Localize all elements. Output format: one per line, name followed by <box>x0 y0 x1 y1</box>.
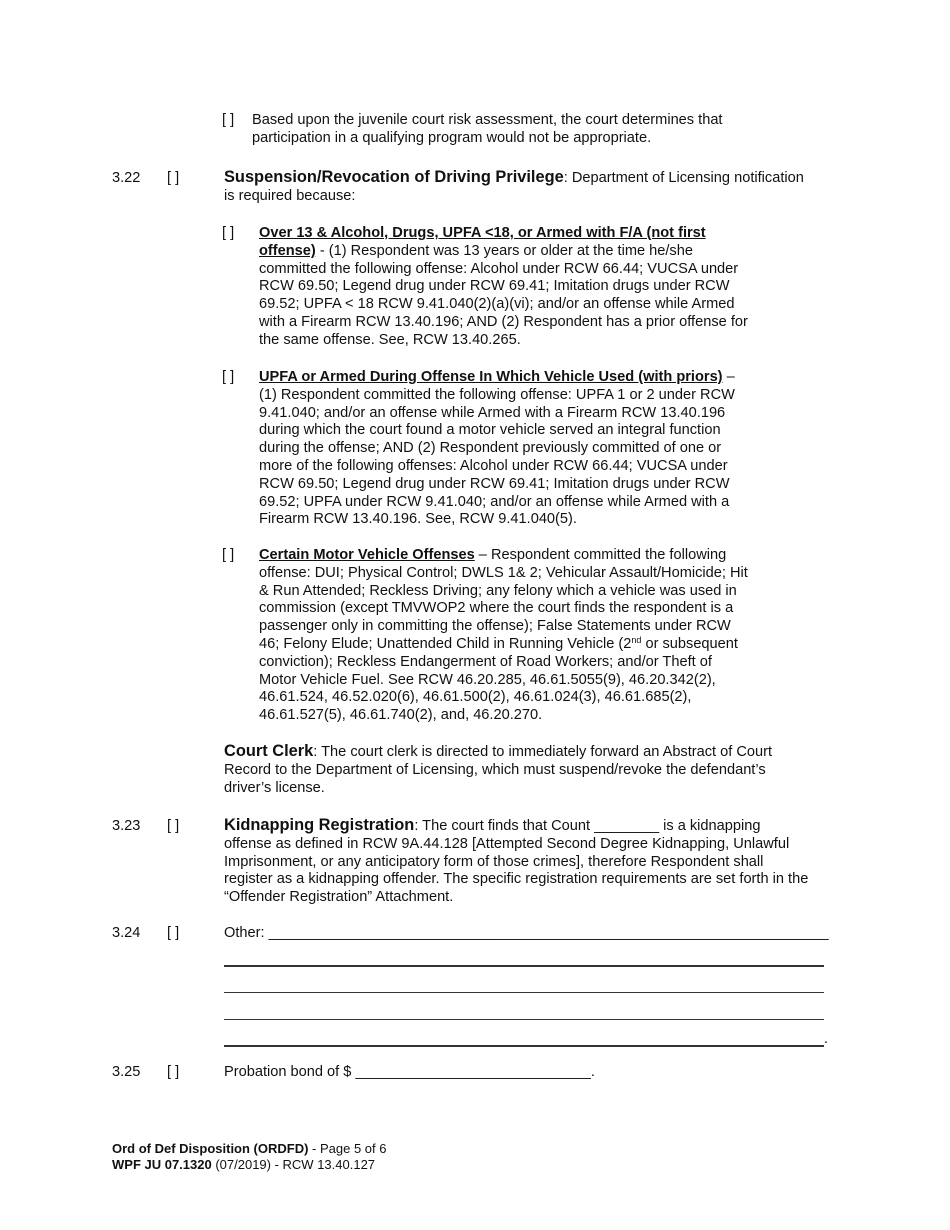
driving-privilege-heading: Suspension/Revocation of Driving Privilege <box>224 168 564 186</box>
section-number-3-25: 3.25 <box>112 1064 141 1080</box>
checkbox-3-23[interactable]: [ ] <box>167 818 180 834</box>
checkbox-3-22[interactable]: [ ] <box>167 170 180 186</box>
other-end-mark: . <box>824 1031 829 1047</box>
section-number-3-22: 3.22 <box>112 170 141 186</box>
upfa-vehicle-item: UPFA or Armed During Offense In Which Vehicle Used (with priors) – (1) Respondent committed the following offense: UPFA 1 or 2 under RCW 9.41.040; and/or an offense while Armed with a Firearm RCW 13.40.196 during which the court found a motor vehicle served an integral function during the offense; AND (2) Respondent previously committed of one or more of the following offenses: Alcohol under RCW 66.44; VUCSA under RCW 69.50; Legend drug under RCW 69.41; Imitation drugs under RCW 69.52; UPFA under RCW 9.41.040; and/or an offense while Armed with a Firearm RCW 13.40.196. See, RCW 9.41.040(5). <box>259 369 735 528</box>
checkbox-3-25[interactable]: [ ] <box>167 1064 180 1080</box>
checkbox-assessment[interactable]: [ ] <box>222 112 235 128</box>
probation-bond-field[interactable]: Probation bond of $ _____________________________. <box>224 1064 595 1080</box>
section-number-3-24: 3.24 <box>112 925 141 941</box>
footer-line-1: Ord of Def Disposition (ORDFD) - Page 5 of 6 <box>112 1141 387 1156</box>
checkbox-over-13[interactable]: [ ] <box>222 225 235 241</box>
checkbox-motor-vehicle[interactable]: [ ] <box>222 547 235 563</box>
court-clerk-paragraph: Court Clerk: The court clerk is directed to immediately forward an Abstract of Court Record to the Department of Licensing, which must suspend/revoke the defendant’s driver’s license. <box>224 742 773 796</box>
kidnapping-paragraph: Kidnapping Registration: The court finds that Count ________ is a kidnapping offense as defined in RCW 9A.44.128 [Attempted Second Degree Kidnapping, Unlawful Imprisonment, or any anticipatory form of those crimes], therefore Respondent shall register as a kidnapping offender. The specific registration requirements are set forth in the “Offender Registration” Attachment. <box>224 816 809 906</box>
motor-vehicle-item: Certain Motor Vehicle Offenses – Respondent committed the following offense: DUI; Physical Control; DWLS 1& 2; Vehicular Assault/Homicide; Hit & Run Attended; Reckless Driving; any felony which a vehicle was used in commission (except TMVWOP2 where the court finds the respondent is a passenger only in committing the offense); False Statements under RCW 46; Felony Elude; Unattended Child in Running Vehicle (2nd or subsequent conviction); Reckless Endangerment of Road Workers; and/or Theft of Motor Vehicle Fuel. See RCW 46.20.285, 46.61.5055(9), 46.20.342(2), 46.61.524, 46.52.020(6), 46.61.500(2), 46.61.024(3), 46.61.685(2), 46.61.527(5), 46.61.740(2), and, 46.20.270. <box>259 547 748 724</box>
over-13-item: Over 13 & Alcohol, Drugs, UPFA <18, or Armed with F/A (not first offense) - (1) Respondent was 13 years or older at the time he/she committed the following offense: Alcohol under RCW 66.44; VUCSA under RCW 69.50; Legend drug under RCW 69.41; Imitation drugs under RCW 69.52; UPFA < 18 RCW 9.41.040(2)(a)(vi); and/or an offense while Armed with a Firearm RCW 13.40.196; AND (2) Respondent has a prior offense for the same offense. See, RCW 13.40.265. <box>259 225 748 348</box>
checkbox-upfa-vehicle[interactable]: [ ] <box>222 369 235 385</box>
other-field[interactable]: Other: _____________________________________________________________________ <box>224 925 829 941</box>
other-line-2[interactable] <box>224 992 824 993</box>
section-number-3-23: 3.23 <box>112 818 141 834</box>
other-line-1[interactable] <box>224 965 824 967</box>
other-line-3[interactable] <box>224 1019 824 1020</box>
checkbox-3-24[interactable]: [ ] <box>167 925 180 941</box>
kidnapping-heading: Kidnapping Registration <box>224 816 415 834</box>
other-line-4[interactable] <box>224 1045 824 1047</box>
court-clerk-heading: Court Clerk <box>224 742 314 760</box>
assessment-text: Based upon the juvenile court risk assessment, the court determines that participation in a qualifying program would not be appropriate. <box>252 112 723 146</box>
footer-line-2: WPF JU 07.1320 (07/2019) - RCW 13.40.127 <box>112 1157 376 1172</box>
section-3-22-heading: Suspension/Revocation of Driving Privilege: Department of Licensing notification is required because: <box>224 168 804 204</box>
